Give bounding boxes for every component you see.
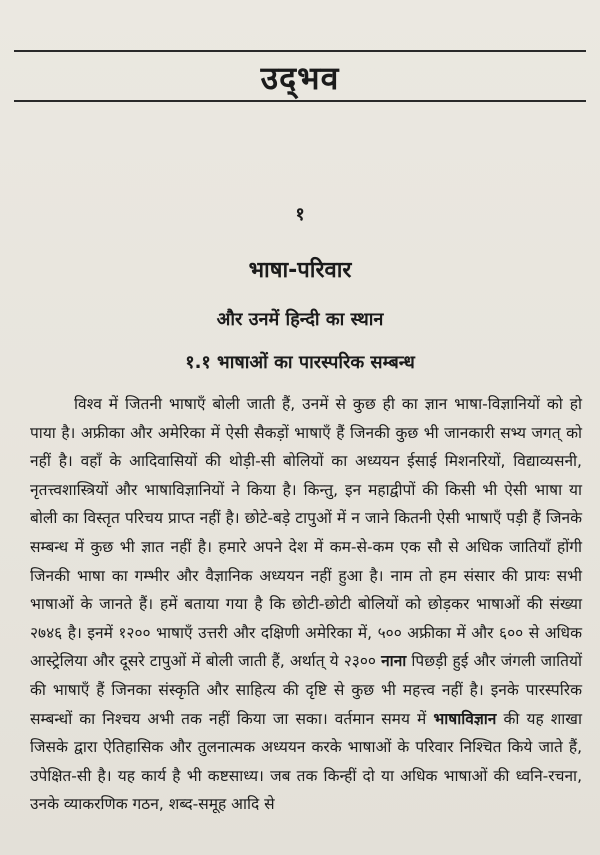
bold-term: नाना: [381, 652, 407, 671]
text-run: की यह शाखा जिसके द्वारा ऐतिहासिक और तुलनात्मक अध्ययन करके भाषाओं के परिवार निश्चित किये जाते हैं, उपेक्षित-सी है। यह कार्य है भी कष्टसाध्य। जब तक किन्हीं दो या अधिक भाषाओं की ध्वनि-रचना, उनके व्याकरणिक गठन, शब्द-समूह आदि से: [30, 709, 583, 814]
text-run: विश्व में जितनी भाषाएँ बोली जाती हैं, उनमें से कुछ ही का ज्ञान भाषा-विज्ञानियों को हो पाया है। अफ्रीका और अमेरिका में ऐसी सैकड़ों भाषाएँ हैं जिनकी कुछ भी जानकारी सभ्य जगत् को नहीं है। वहाँ के आदिवासियों की थोड़ी-सी बोलियों का अध्ययन ईसाई मिशनरियों, विद्याव्यसनी, नृतत्त्वशास्त्रियों और भाषाविज्ञानियों ने किया है। किन्तु, इन महाद्वीपों की किसी भी ऐसी भाषा या बोली का विस्तृत परिचय प्राप्त नहीं है। छोटे-बड़े टापुओं में न जाने कितनी ऐसी भाषाएँ पड़ी हैं जिनके सम्बन्ध में कुछ भी ज्ञात नहीं है। हमारे अपने देश में कम-से-कम एक सौ से अधिक जातियाँ होंगी जिनकी भाषा का गम्भीर और वैज्ञानिक अध्ययन नहीं हुआ है। नाम तो हम संसार की प्रायः सभी भाषाओं के जानते हैं। हमें बताया गया है कि छोटी-छोटी बोलियों को छोड़कर भाषाओं की संख्या २७४६ है। इनमें १२०० भाषाएँ उत्तरी और दक्षिणी अमेरिका में, ५०० अफ्रीका में और ६०० से अधिक आस्ट्रेलिया और दूसरे टापुओं में बोली जाती हैं, अर्थात् ये २३००: [30, 395, 582, 671]
bottom-rule: [14, 100, 586, 102]
chapter-title: उद्‌भव: [260, 59, 340, 97]
part-title: भाषा-परिवार: [248, 258, 352, 283]
text-run: पिछड़ी हुई और जंगली जातियों की भाषाएँ हैं जिनका संस्कृति और साहित्य की दृष्टि से कुछ भी महत्त्व नहीं है। इनके पारस्परिक सम्बन्धों का निश्चय अभी तक नहीं किया जा सका। वर्तमान समय में: [30, 652, 582, 728]
body-paragraph: [30, 390, 582, 819]
bold-term: भाषाविज्ञान: [433, 709, 497, 728]
section-title: १.१ भाषाओं का पारस्परिक सम्बन्ध: [185, 352, 415, 373]
top-rule: [14, 50, 586, 52]
chapter-number: १: [295, 204, 305, 225]
subtitle: और उनमें हिन्दी का स्थान: [216, 309, 384, 330]
